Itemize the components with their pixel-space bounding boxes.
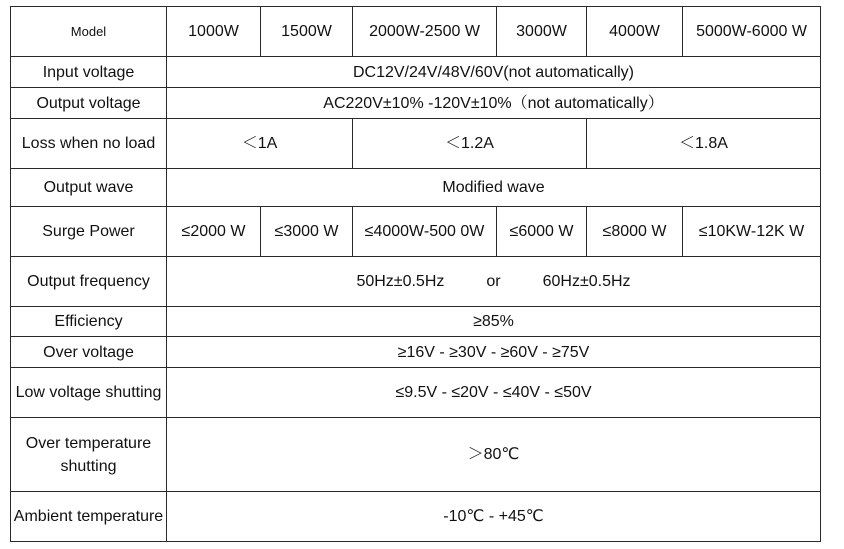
row-ambient-temperature: [11, 492, 821, 542]
output-wave-label: Output wave: [11, 169, 167, 207]
surge-power-value: ≤8000 W: [587, 207, 683, 257]
row-over-temperature-shutting: [11, 418, 821, 492]
input-voltage-value: DC12V/24V/48V/60V(not automatically): [167, 57, 821, 88]
loss-no-load-label: Loss when no load: [11, 119, 167, 169]
inverter-spec-table: [10, 6, 821, 542]
row-surge-power: [11, 207, 821, 257]
low-voltage-shutting-label: Low voltage shutting: [11, 368, 167, 418]
model-label: Model: [11, 7, 167, 57]
input-voltage-label: Input voltage: [11, 57, 167, 88]
loss-no-load-value: ＜1A: [167, 119, 353, 169]
model-value: 1500W: [261, 7, 353, 57]
model-value: 2000W-2500 W: [353, 7, 497, 57]
row-efficiency: [11, 307, 821, 337]
efficiency-label: Efficiency: [11, 307, 167, 337]
model-value: 3000W: [497, 7, 587, 57]
over-voltage-label: Over voltage: [11, 337, 167, 368]
row-model: [11, 7, 821, 57]
row-output-wave: [11, 169, 821, 207]
loss-no-load-value: ＜1.8A: [587, 119, 821, 169]
output-frequency-label: Output frequency: [11, 257, 167, 307]
output-wave-value: Modified wave: [167, 169, 821, 207]
row-input-voltage: [11, 57, 821, 88]
surge-power-value: ≤10KW-12K W: [683, 207, 821, 257]
frequency-50hz: 50Hz±0.5Hz: [356, 273, 445, 290]
output-frequency-value: [167, 257, 821, 307]
low-voltage-shutting-value: ≤9.5V - ≤20V - ≤40V - ≤50V: [167, 368, 821, 418]
efficiency-value: ≥85%: [167, 307, 821, 337]
output-voltage-value: AC220V±10% -120V±10%（not automatically）: [167, 88, 821, 119]
spec-table-container: [10, 6, 821, 542]
row-over-voltage: [11, 337, 821, 368]
ambient-temperature-label: Ambient temperature: [11, 492, 167, 542]
surge-power-label: Surge Power: [11, 207, 167, 257]
row-output-frequency: [11, 257, 821, 307]
model-value: 5000W-6000 W: [683, 7, 821, 57]
loss-no-load-value: ＜1.2A: [353, 119, 587, 169]
surge-power-value: ≤2000 W: [167, 207, 261, 257]
surge-power-value: ≤3000 W: [261, 207, 353, 257]
surge-power-value: ≤4000W-500 0W: [353, 207, 497, 257]
output-voltage-label: Output voltage: [11, 88, 167, 119]
model-value: 1000W: [167, 7, 261, 57]
row-output-voltage: [11, 88, 821, 119]
ambient-temperature-value: -10℃ - +45℃: [167, 492, 821, 542]
row-loss-no-load: [11, 119, 821, 169]
frequency-or: or: [486, 273, 501, 290]
surge-power-value: ≤6000 W: [497, 207, 587, 257]
over-temperature-shutting-value: ＞80℃: [167, 418, 821, 492]
frequency-60hz: 60Hz±0.5Hz: [542, 273, 631, 290]
over-temperature-shutting-label: Over temperature shutting: [11, 418, 167, 492]
model-value: 4000W: [587, 7, 683, 57]
row-low-voltage-shutting: [11, 368, 821, 418]
over-voltage-value: ≥16V - ≥30V - ≥60V - ≥75V: [167, 337, 821, 368]
